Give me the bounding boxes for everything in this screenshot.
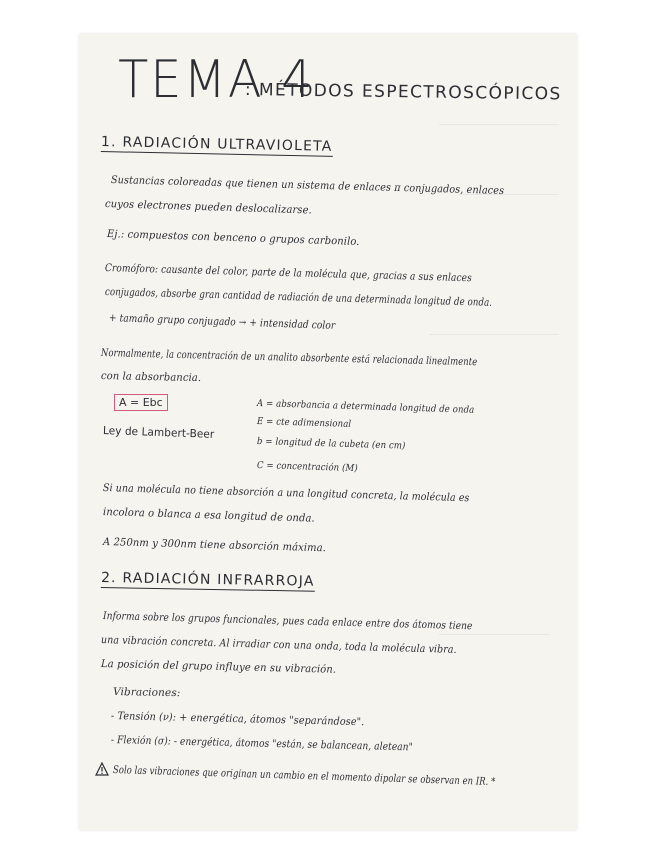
bleed-through-mark: [429, 334, 559, 335]
bleed-through-mark: [439, 124, 559, 125]
definition-line: b = longitud de la cubeta (en cm): [256, 436, 406, 452]
text-line: Informa sobre los grupos funcionales, pues cada enlace entre dos átomos tiene: [102, 610, 473, 633]
page-title: TEMA 4: [118, 50, 315, 110]
text-line: Solo las vibraciones que originan un cambio en el momento dipolar se observan en IR. *: [112, 764, 496, 789]
text-line: - Tensión (ν): + energética, átomos "separándose".: [110, 710, 365, 729]
text-line: Si una molécula no tiene absorción a una longitud concreta, la molécula es: [102, 482, 470, 505]
text-line: una vibración concreta. Al irradiar con una onda, toda la molécula vibra.: [100, 634, 457, 656]
warning-triangle-icon: [95, 762, 109, 776]
text-line: Ej.: compuestos con benceno o grupos carbonilo.: [106, 228, 360, 248]
definition-line: E = cte adimensional: [256, 416, 352, 430]
section-heading-ir: 2. RADIACIÓN INFRARROJA: [100, 570, 315, 590]
text-line: cuyos electrones pueden deslocalizarse.: [104, 198, 312, 217]
definition-line: C = concentración (M): [256, 460, 358, 475]
section-heading-uv: 1. RADIACIÓN ULTRAVIOLETA: [100, 134, 333, 155]
text-line: con la absorbancia.: [100, 370, 202, 385]
definition-line: A = absorbancia a determinada longitud de onda: [256, 398, 475, 416]
text-line: Sustancias coloreadas que tienen un sistema de enlaces π conjugados, enlaces: [110, 174, 505, 197]
notebook-page: [79, 34, 577, 830]
text-line: Vibraciones:: [112, 686, 181, 700]
text-line: conjugados, absorbe gran cantidad de radiación de una determinada longitud de onda.: [104, 286, 493, 309]
law-name: Ley de Lambert-Beer: [102, 424, 215, 441]
text-line: incolora o blanca a esa longitud de onda.: [102, 506, 315, 525]
page-subtitle: : MÉTODOS ESPECTROSCÓPICOS: [244, 80, 562, 105]
text-line: Normalmente, la concentración de un analito absorbente está relacionada linealmente: [100, 347, 478, 369]
text-line: La posición del grupo influye en su vibración.: [100, 658, 337, 676]
text-line: - Flexión (σ): - energética, átomos "están, se balancean, aletean": [110, 734, 413, 754]
text-line: A 250nm y 300nm tiene absorción máxima.: [102, 536, 327, 555]
bleed-through-mark: [439, 634, 549, 635]
text-line: Cromóforo: causante del color, parte de la molécula que, gracias a sus enlaces: [104, 262, 472, 285]
formula-lambert-beer: A = Ebc: [114, 394, 168, 411]
text-line: + tamaño grupo conjugado → + intensidad color: [108, 312, 336, 332]
